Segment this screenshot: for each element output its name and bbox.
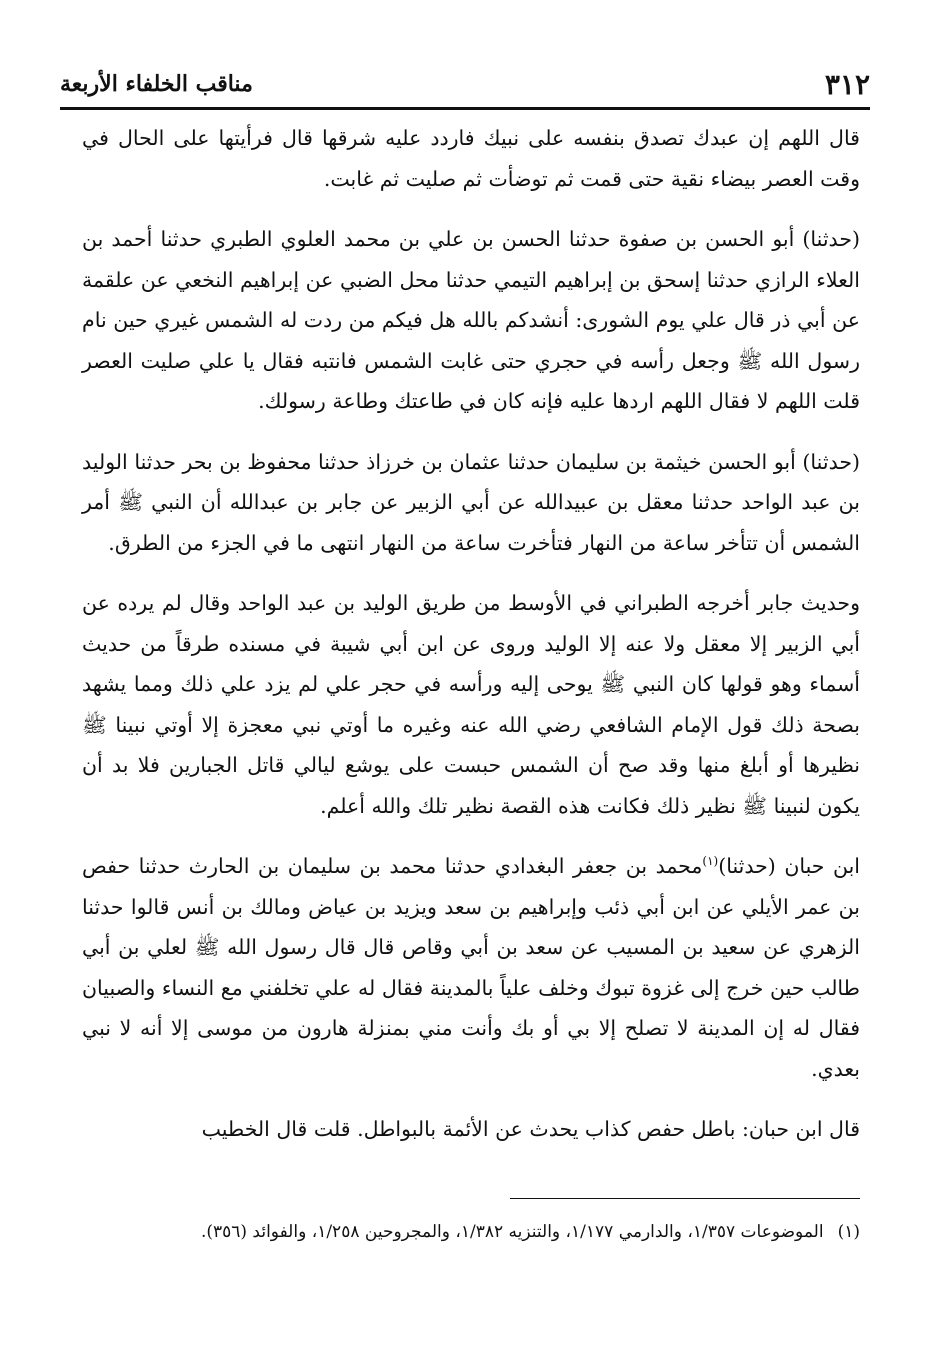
page-number: ٣١٢ bbox=[824, 67, 870, 101]
paragraph-5-lead: ابن حبان (حدثنا) bbox=[718, 854, 861, 878]
page-header bbox=[60, 62, 870, 106]
footnotes bbox=[90, 1215, 860, 1249]
footnote-marker: (١) bbox=[837, 1222, 860, 1242]
paragraph-2: (حدثنا) أبو الحسن بن صفوة حدثنا الحسن بن علي بن محمد العلوي الطبري حدثنا أحمد بن العلاء الرازي حدثنا إسحق بن إبراهيم التيمي حدثنا محل الضبي عن إبراهيم النخعي عن علقمة عن أبي ذر قال علي يوم الشورى: أنشدكم بالله هل فيكم من ردت له الشمس غيري حين نام رسول الله ﷺ وجعل رأسه في حجري حتى غابت الشمس فانتبه فقال يا علي صليت العصر قلت اللهم لا فقال اللهم اردها عليه فإنه كان في طاعتك وطاعة رسولك. bbox=[82, 227, 860, 413]
paragraph-5 bbox=[82, 846, 860, 1089]
paragraph-3: (حدثنا) أبو الحسن خيثمة بن سليمان حدثنا عثمان بن خرزاذ حدثنا محفوظ بن بحر حدثنا الوليد بن عبد الواحد حدثنا معقل بن عبيدالله عن أبي الزبير عن جابر بن عبدالله أن النبي ﷺ أمر الشمس أن تتأخر ساعة من النهار فتأخرت ساعة من النهار انتهى ما في الجزء من الطرق. bbox=[82, 449, 860, 555]
paragraph-4: وحديث جابر أخرجه الطبراني في الأوسط من طريق الوليد بن عبد الواحد وقال لم يرده عن أبي الزبير إلا معقل ولا عنه إلا الوليد وروى عن ابن أبي شيبة في مسنده طرقاً من حديث أسماء وهو قولها كان النبي ﷺ يوحى إليه ورأسه في حجر علي لم يزد علي ذلك ومما يشهد بصحة ذلك قول الإمام الشافعي رضي الله عنه وغيره ما أوتي نبي معجزة إلا أوتي نبينا ﷺ نظيرها أو أبلغ منها وقد صح أن الشمس حبست على يوشع ليالي قاتل الجبارين فلا بد أن يكون لنبينا ﷺ نظير ذلك فكانت هذه القصة نظير تلك والله أعلم. bbox=[82, 591, 860, 818]
footnote-1 bbox=[90, 1215, 860, 1249]
paragraph-1: قال اللهم إن عبدك تصدق بنفسه على نبيك فاردد عليه شرقها قال فرأيتها على الحال في وقت العصر بيضاء نقية حتى قمت ثم توضأت ثم صليت ثم غابت. bbox=[82, 126, 860, 191]
footnote-text: الموضوعات ١/٣٥٧، والدارمي ١/١٧٧، والتنزيه ١/٣٨٢، والمجروحين ١/٢٥٨، والفوائد (٣٥٦). bbox=[200, 1222, 824, 1242]
header-rule bbox=[60, 107, 870, 110]
running-title: مناقب الخلفاء الأربعة bbox=[60, 71, 253, 97]
footnote-separator bbox=[510, 1198, 860, 1199]
paragraph-6: قال ابن حبان: باطل حفص كذاب يحدث عن الأئمة بالبواطل. قلت قال الخطيب bbox=[201, 1117, 860, 1141]
paragraph-5-rest: محمد بن جعفر البغدادي حدثنا محمد بن سليمان بن الحارث حدثنا حفص بن عمر الأيلي عن ابن أبي ذئب وإبراهيم بن سعد ويزيد بن عياض ومالك بن أنس قالوا حدثنا الزهري عن سعيد بن المسيب عن سعد بن أبي وقاص قال قال رسول الله ﷺ لعلي بن أبي طالب حين خرج إلى غزوة تبوك وخلف علياً بالمدينة فقال له علي تخلفني مع النساء والصبيان فقال له إن المدينة لا تصلح إلا بي أو بك وأنت مني بمنزلة هارون من موسى إلا أنه لا نبي بعدي. bbox=[82, 854, 860, 1081]
body-text bbox=[82, 118, 860, 1170]
footnote-reference[interactable]: (١) bbox=[702, 854, 719, 869]
